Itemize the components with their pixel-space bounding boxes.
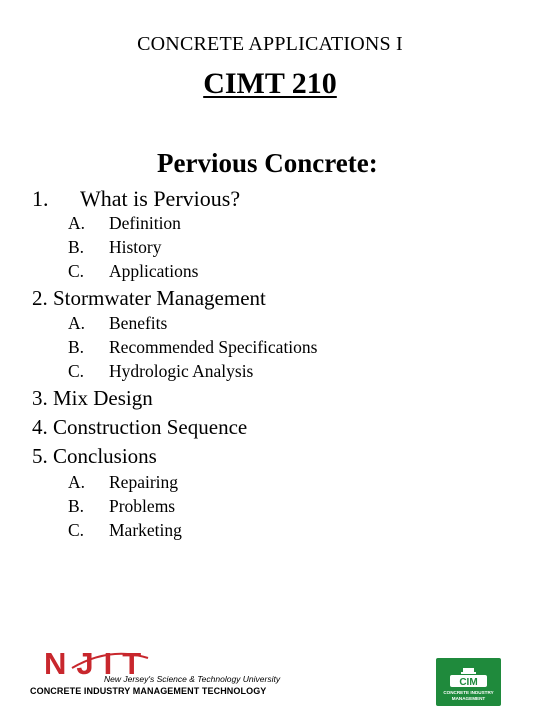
topic-title: Pervious Concrete: [157,148,378,178]
subitem-text: Repairing [109,472,179,492]
subitem-text: Marketing [109,520,182,540]
subitem-text: Problems [109,496,176,516]
subitem-text: Benefits [109,313,168,333]
subitem-text: Hydrologic Analysis [109,361,254,381]
subitem-text: History [109,237,162,257]
subitem-letter: A. [68,472,86,492]
subitem-letter: C. [68,261,85,281]
subitem-text: Applications [109,261,199,281]
outline-item-1-number: 1. [32,186,49,211]
cim-building-icon [446,668,491,688]
outline-item-5-title: 5. Conclusions [32,444,157,468]
njit-program-name: CONCRETE INDUSTRY MANAGEMENT TECHNOLOGY [30,686,267,696]
njit-university-tagline: New Jersey's Science & Technology University [104,674,281,684]
cim-logo-text: CONCRETE INDUSTRY MANAGEMENT [443,690,494,701]
course-header: CONCRETE APPLICATIONS I [137,33,403,55]
cim-mark-text: CIM [459,677,478,688]
outline-item-4-title: 4. Construction Sequence [32,415,248,439]
subitem-letter: C. [68,361,85,381]
subitem-letter: A. [68,213,86,233]
subitem-letter: B. [68,496,85,516]
course-code: CIMT 210 [203,67,337,100]
outline-item-1-title: What is Pervious? [80,186,241,211]
subitem-letter: A. [68,313,86,333]
subitem-text: Definition [109,213,181,233]
njit-logo-letters: NJIT [44,646,152,681]
outline-item-2-title: 2. Stormwater Management [32,286,266,310]
subitem-letter: C. [68,520,85,540]
outline-item-3-title: 3. Mix Design [32,386,153,410]
subitem-letter: B. [68,337,85,357]
njit-swoosh-icon [70,648,150,672]
subitem-text: Recommended Specifications [109,337,318,357]
subitem-letter: B. [68,237,85,257]
